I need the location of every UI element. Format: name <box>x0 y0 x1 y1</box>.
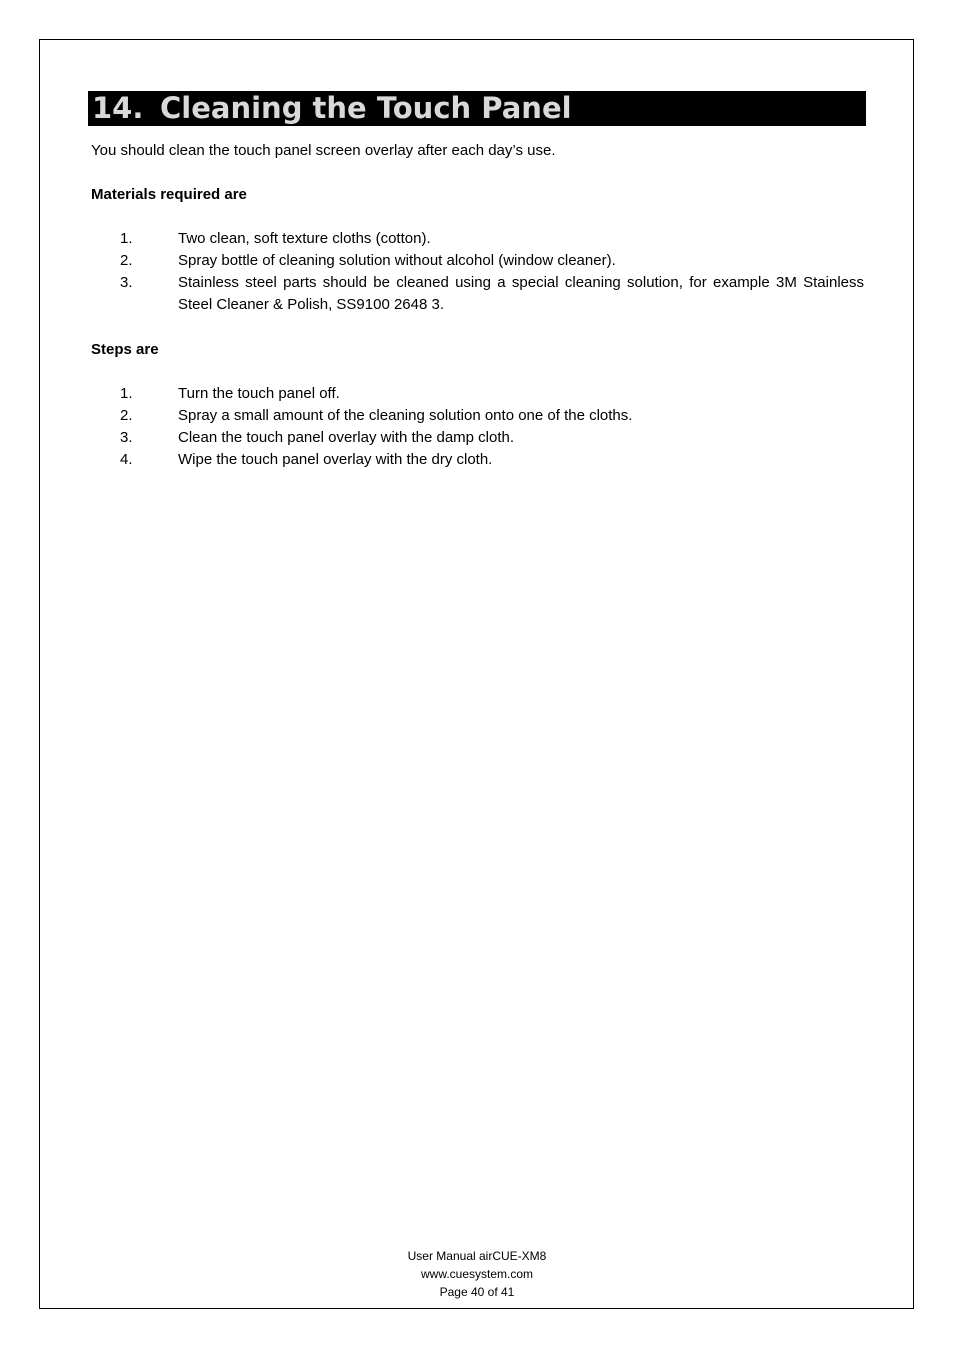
footer-page-number: Page 40 of 41 <box>439 1285 515 1299</box>
footer-website: www.cuesystem.com <box>420 1267 534 1281</box>
list-number: 3. <box>120 429 133 446</box>
materials-list-item <box>91 250 864 272</box>
list-number: 2. <box>120 407 133 424</box>
list-text: Clean the touch panel overlay with the damp cloth. <box>178 429 515 446</box>
steps-list-item <box>91 383 864 405</box>
list-text: Turn the touch panel off. <box>178 385 340 402</box>
steps-list-item <box>91 427 864 449</box>
section-title: Cleaning the Touch Panel <box>160 91 572 125</box>
list-text: Stainless steel parts should be cleaned using a special cleaning solution, for example 3M Stainless Steel Cleaner & Polish, SS9100 2648 3. <box>178 274 864 313</box>
list-text: Spray a small amount of the cleaning solution onto one of the cloths. <box>178 407 633 424</box>
list-text: Spray bottle of cleaning solution without alcohol (window cleaner). <box>178 252 616 269</box>
intro-paragraph: You should clean the touch panel screen overlay after each day’s use. <box>91 142 556 159</box>
list-text: Wipe the touch panel overlay with the dry cloth. <box>178 451 493 468</box>
section-number: 14. <box>92 91 144 125</box>
list-number: 2. <box>120 252 133 269</box>
materials-list-item <box>91 272 864 316</box>
steps-heading: Steps are <box>91 341 159 358</box>
list-number: 1. <box>120 385 133 402</box>
steps-list-item <box>91 449 864 471</box>
footer-manual-title: User Manual airCUE-XM8 <box>407 1249 547 1263</box>
steps-list-item <box>91 405 864 427</box>
materials-list-item <box>91 228 864 250</box>
section-heading <box>88 91 866 126</box>
list-number: 4. <box>120 451 133 468</box>
list-number: 1. <box>120 230 133 247</box>
list-number: 3. <box>120 274 133 291</box>
list-text: Two clean, soft texture cloths (cotton). <box>178 230 431 247</box>
materials-heading: Materials required are <box>91 186 247 203</box>
